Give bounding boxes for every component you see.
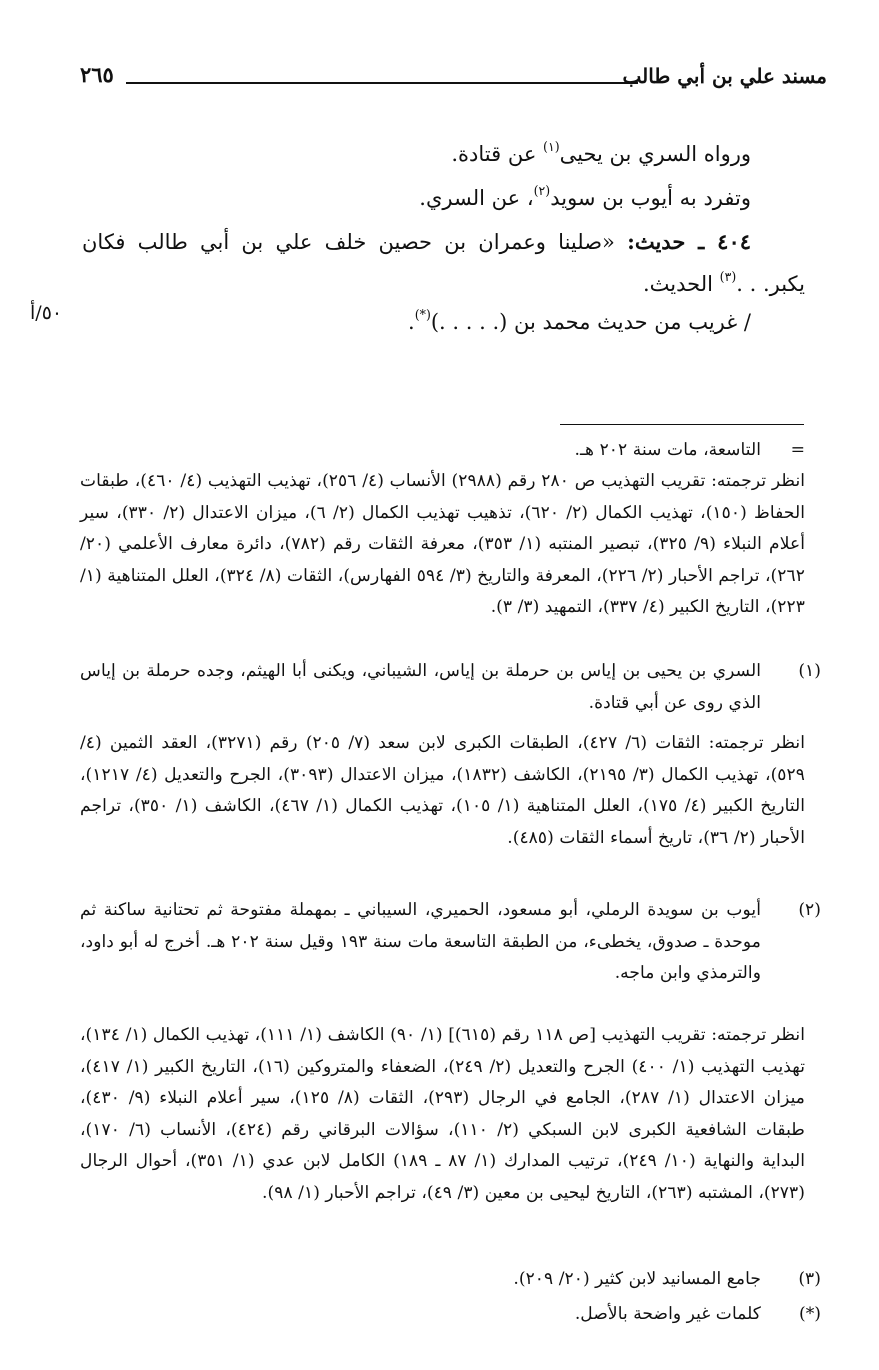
text-span: . [408, 310, 415, 334]
footnote-rule [560, 424, 804, 425]
footnote-star-marker: (*) [798, 1304, 821, 1324]
footnote-text: كلمات غير واضحة بالأصل. [574, 1304, 761, 1324]
footnote-ref: (١) [543, 138, 560, 154]
main-line [419, 176, 751, 220]
text-span: وتفرد به أيوب بن سويد [550, 186, 751, 210]
footnote-text: السري بن يحيى بن إياس بن حرملة بن إياس، الشيباني، ويكنى أبا الهيثم، وجده حرملة بن إياس الذي روى عن أبي قتادة. [80, 661, 761, 713]
text-span: ورواه السري بن يحيى [559, 142, 751, 166]
text-span: «صلينا وعمران بن حصين خلف علي بن أبي طالب فكان [82, 230, 628, 254]
main-line [451, 132, 751, 176]
footnote-ref: (٢) [533, 182, 551, 198]
text-span: الحديث. [643, 272, 720, 296]
continuation-marker: = [790, 440, 805, 460]
text-span: يكبر. . . [736, 272, 805, 296]
footnote-references: انظر ترجمته: الثقات (٦/ ٤٢٧)، الطبقات الكبرى لابن سعد (٧/ ٢٠٥) رقم (٣٢٧١)، العقد الثمين (٤/ ٥٢٩)، تهذيب الكمال (٣/ ٢١٩٥)، الكاشف (١٨٣٢)، ميزان الاعتدال (٣٠٩٣)، الجرح والتعديل (٤/ ١٢١٧)، التاريخ الكبير (٤/ ١٧٥)، العلل المتناهية (١/ ١٠٥)، تهذيب الكمال (١/ ٤٦٧)، الكاشف (١/ ٣٥٠)، تراجم الأحبار (٢/ ٣٦)، تاريخ أسماء الثقات (٤٨٥). [80, 733, 806, 848]
footnote-number: (٢) [798, 900, 821, 920]
header-rule [126, 82, 638, 84]
footnote-references: انظر ترجمته: تقريب التهذيب [ص ١١٨ رقم (٦١٥)] (١/ ٩٠) الكاشف (١/ ١١١)، تهذيب الكمال (١/ ١٣٤)، تهذيب التهذيب (١/ ٤٠٠) الجرح والتعديل (٢/ ٢٤٩)، الضعفاء والمتروكين (١٦)، التاريخ الكبير (١/ ٤١٧)، ميزان الاعتدال (١/ ٢٨٧)، الجامع في الرجال (٢٩٣)، الثقات (٨/ ١٢٥)، سير أعلام النبلاء (٩/ ٤٣٠)، طبقات الشافعية الكبرى لابن السبكي (٢/ ١١٠)، سؤالات البرقاني رقم (٤٢٤)، الأنساب (٦/ ١٧٠)، البداية والنهاية (١٠/ ٢٤٩)، ترتيب المدارك (١/ ٨٧ ـ ١٨٩) الكامل لابن عدي (١/ ٣٥١)، أحوال الرجال (٢٧٣)، المشتبه (٢٦٣)، التاريخ ليحيى بن معين (٣/ ٤٩)، تراجم الأحبار (١/ ٩٨). [80, 1025, 805, 1203]
text-span: / غريب من حديث محمد بن (. . . . .) [430, 310, 751, 334]
page-number: ٢٦٥ [80, 62, 114, 87]
main-line [408, 300, 751, 344]
margin-folio-note: ٥٠/أ [30, 302, 63, 324]
text-span: ، عن السري. [419, 186, 534, 210]
footnote-text: جامع المسانيد لابن كثير (٢٠/ ٢٠٩). [513, 1269, 761, 1289]
footnote-text: التاسعة، مات سنة ٢٠٢ هـ. [574, 440, 761, 460]
footnote-ref: (*) [414, 306, 431, 322]
footnote-number: (٣) [798, 1269, 821, 1289]
running-title: مسند علي بن أبي طالب [622, 64, 827, 88]
footnote-number: (١) [798, 661, 821, 681]
footnote-ref: (٣) [719, 268, 737, 284]
main-line [82, 220, 751, 264]
footnote-references: انظر ترجمته: تقريب التهذيب ص ٢٨٠ رقم (٢٩٨٨) الأنساب (٤/ ٢٥٦)، تهذيب التهذيب (٤/ ٤٦٠)، طبقات الحفاظ (١٥٠)، تهذيب الكمال (٢/ ٦٢٠)، تذهيب تهذيب الكمال (٢/ ٦)، ميزان الاعتدال (٢/ ٣٣٠)، سير أعلام النبلاء (٩/ ٣٢٥)، تبصير المنتبه (١/ ٣٥٣)، معرفة الثقات رقم (٧٨٢)، دائرة معارف الأعلمي (٢٠/ ٢٦٢)، تراجم الأحبار (٢/ ٢٢٦)، المعرفة والتاريخ (٣/ ٥٩٤ الفهارس)، الثقات (٨/ ٣٢٤)، العلل المتناهية (١/ ٢٢٣)، التاريخ الكبير (٤/ ٣٣٧)، التمهيد (٣/ ٣). [80, 471, 806, 617]
hadith-number: ٤٠٤ ـ حديث: [627, 229, 752, 254]
text-span: عن قتادة. [451, 142, 544, 166]
footnote-text: أيوب بن سويدة الرملي، أبو مسعود، الحميري، السيباني ـ بمهملة مفتوحة ثم تحتانية ساكنة ثم موحدة ـ صدوق، يخطىء، من الطبقة التاسعة مات سنة ١٩٣ وقيل سنة ٢٠٢ هـ. أخرج له أبو داود، والترمذي وابن ماجه. [80, 900, 761, 983]
